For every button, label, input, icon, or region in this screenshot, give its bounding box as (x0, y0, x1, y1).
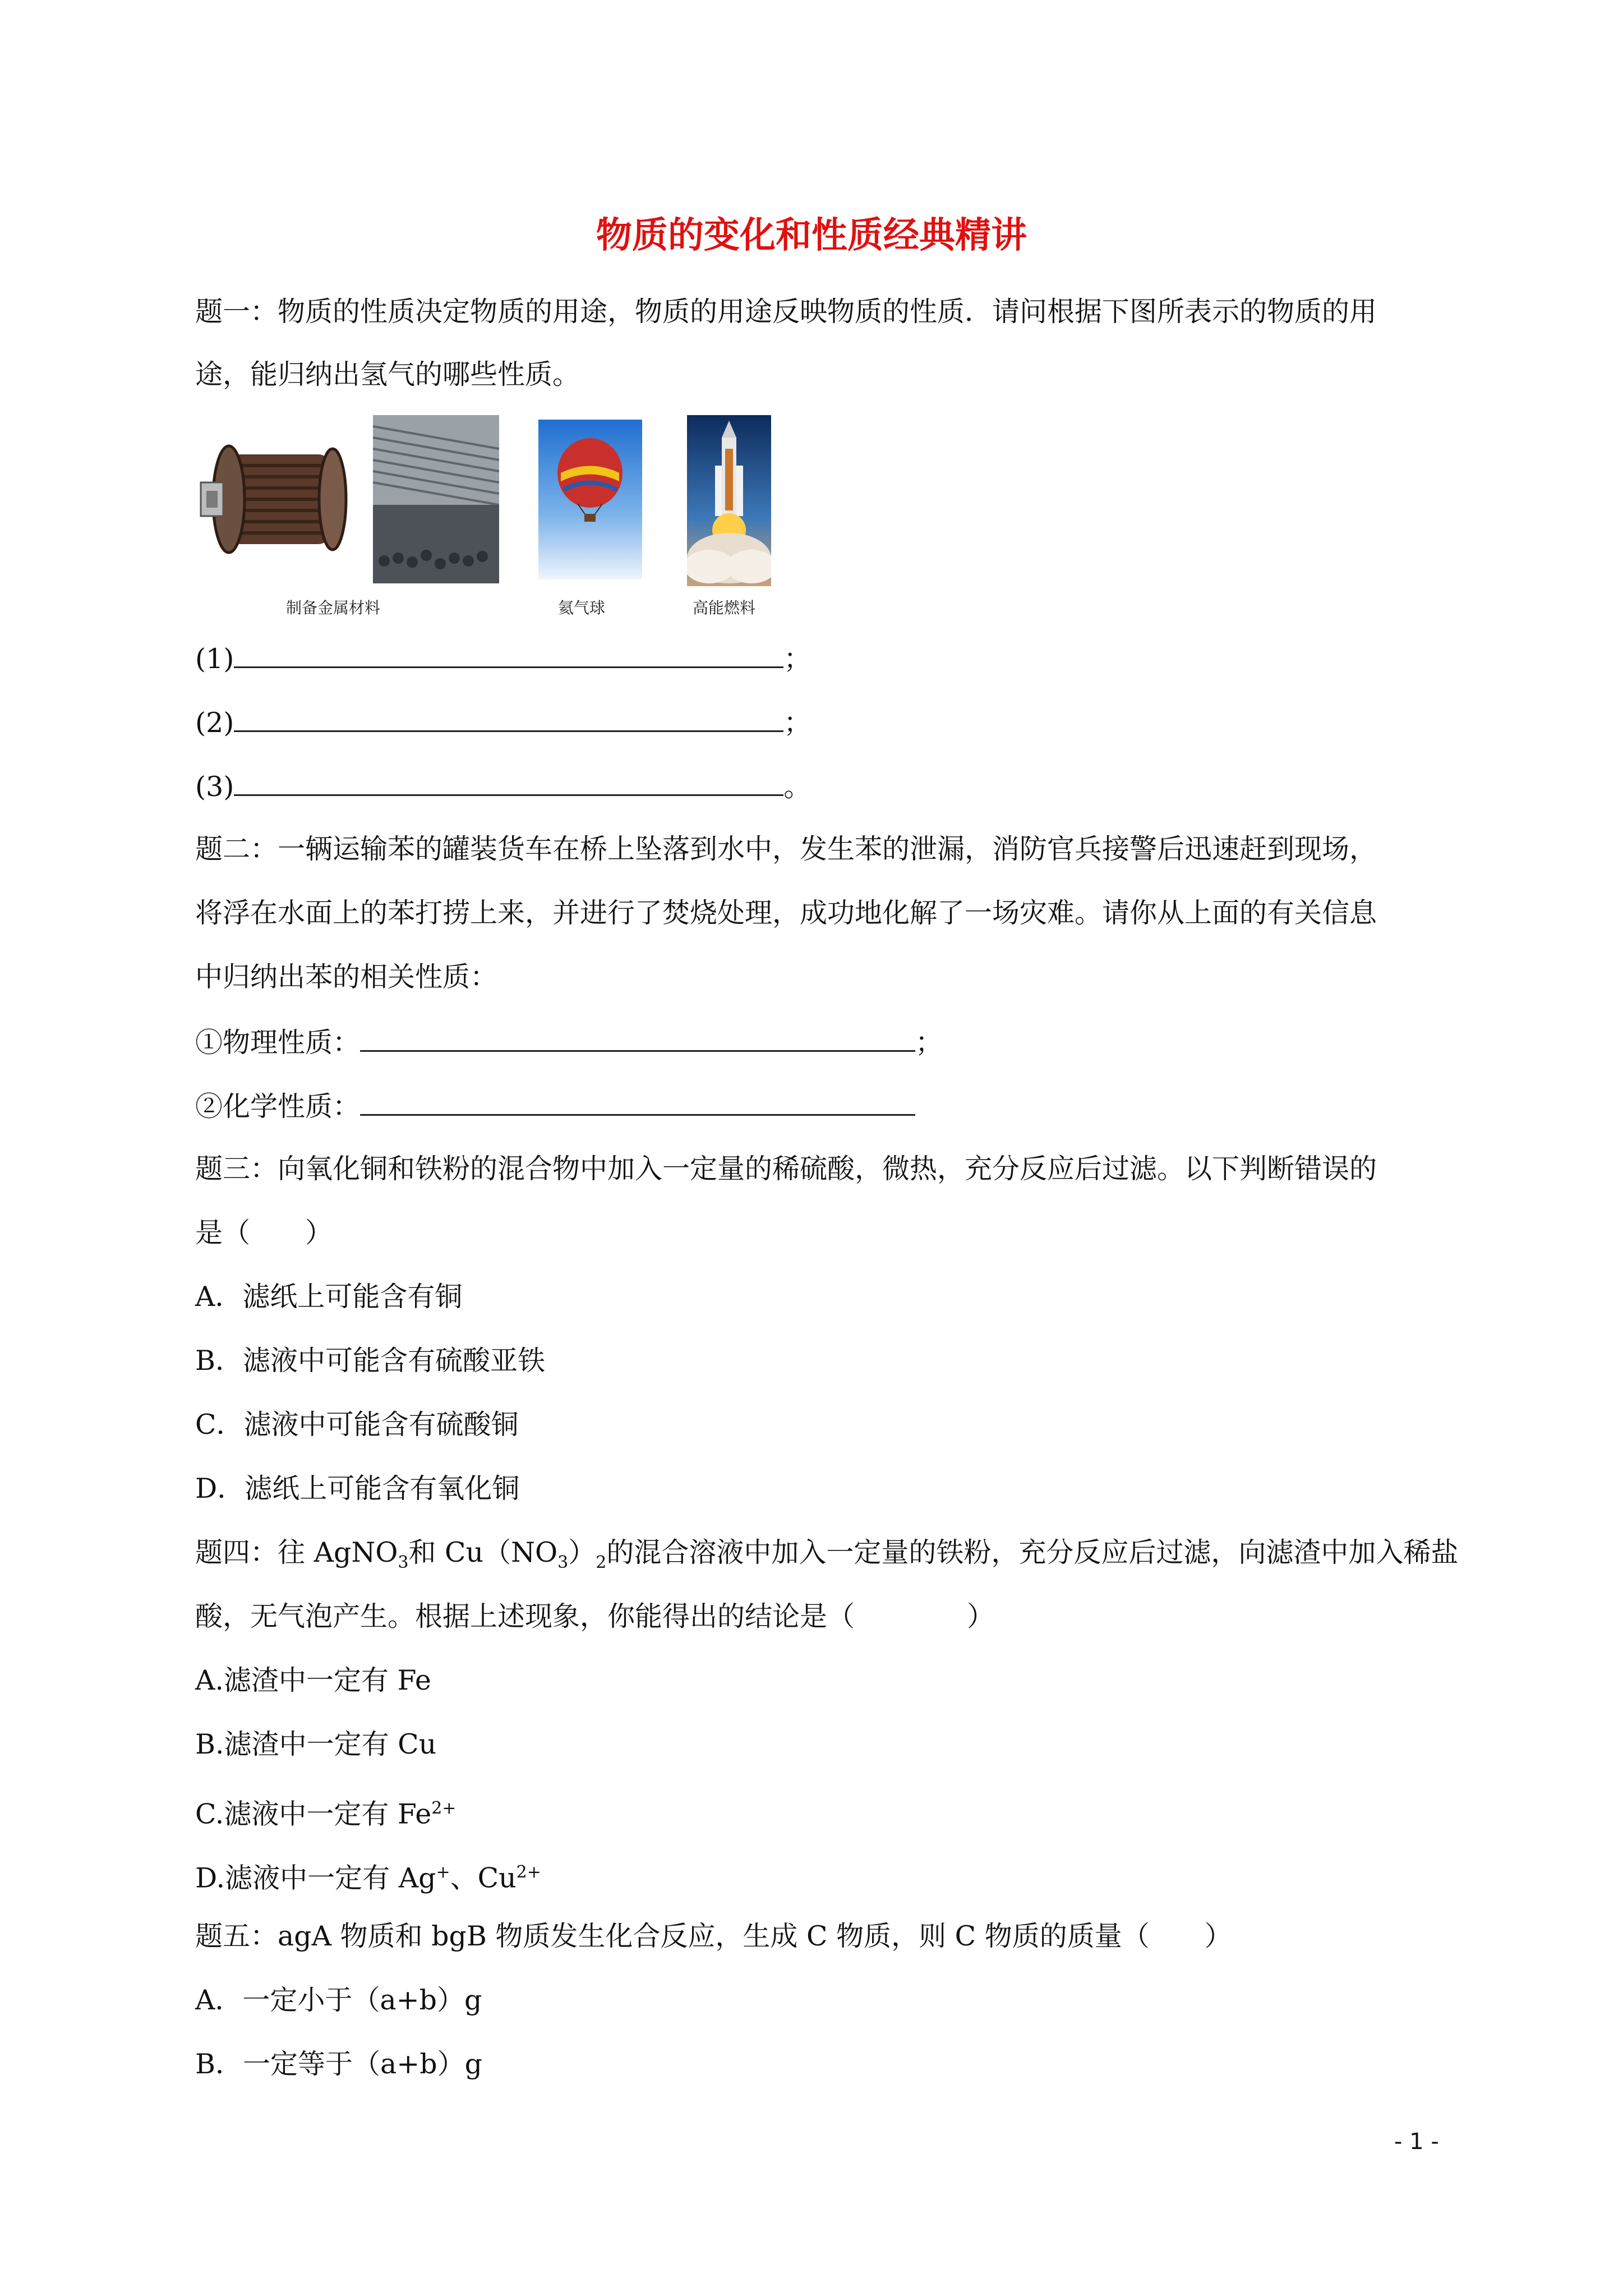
q1-figure (191, 415, 785, 628)
q2-stem-line1: 题二：一辆运输苯的罐装货车在桥上坠落到水中，发生苯的泄漏，消防官兵接警后迅速赶到现场， (195, 833, 1377, 865)
q4-option-b: B.滤渣中一定有 Cu (195, 1728, 437, 1760)
q1-stem-line2: 途，能归纳出氢气的哪些性质。 (195, 358, 580, 390)
caption-helium-balloon: 氦气球 (558, 599, 606, 617)
caption-metal-materials: 制备金属材料 (286, 599, 381, 617)
subscript: 3 (557, 1552, 569, 1572)
option-text: 、Cu (450, 1862, 517, 1894)
answer-blank[interactable] (360, 1088, 915, 1116)
physical-property-label: ①物理性质： (195, 1027, 361, 1059)
q1-blank-3 (195, 769, 811, 804)
superscript: 2+ (516, 1862, 541, 1882)
option-text: D.滤液中一定有 Ag (195, 1862, 436, 1894)
cable-reel-image (195, 438, 358, 561)
q4-option-d (195, 1856, 541, 1895)
q2-stem-line2: 将浮在水面上的苯打捞上来，并进行了焚烧处理，成功地化解了一场灾难。请你从上面的有关信息 (195, 897, 1377, 929)
q2-stem-line3: 中归纳出苯的相关性质： (195, 961, 498, 993)
balloon-image (538, 420, 642, 579)
blank-end: ； (783, 643, 811, 675)
blank-label: (2) (195, 707, 234, 739)
subscript: 2 (596, 1552, 607, 1572)
q3-option-c: C．滤液中可能含有硫酸铜 (195, 1409, 519, 1441)
q3-stem-line1: 题三：向氧化铜和铁粉的混合物中加入一定量的稀硫酸，微热，充分反应后过滤。以下判断错误的 (195, 1153, 1377, 1185)
q4-stem-line2 (195, 1600, 994, 1634)
q3-option-d: D．滤纸上可能含有氧化铜 (195, 1473, 520, 1504)
answer-blank[interactable] (234, 769, 783, 796)
option-text: C.滤液中一定有 Fe (195, 1798, 432, 1830)
q2-chemical-property (195, 1088, 915, 1124)
page-title: 物质的变化和性质经典精讲 (596, 214, 1027, 256)
q1-blank-2 (195, 705, 811, 740)
superscript: 2+ (431, 1798, 457, 1818)
q3-stem-line2: 是（ ） (195, 1217, 333, 1249)
q4-stem-line1 (195, 1536, 1458, 1580)
q4-text: 题四：往 AgNO (195, 1536, 398, 1568)
chemical-property-label: ②化学性质： (195, 1091, 361, 1122)
q3-option-a: A．滤纸上可能含有铜 (195, 1281, 463, 1313)
q5-option-b: B．一定等于（a+b）g (195, 2048, 483, 2080)
answer-blank[interactable] (234, 641, 783, 668)
blank-end: ； (783, 707, 811, 739)
q4-text: ） (568, 1536, 596, 1568)
q5-option-a: A．一定小于（a+b）g (195, 1984, 482, 2016)
blank-end: ； (915, 1027, 943, 1059)
q4-option-a: A.滤渣中一定有 Fe (195, 1664, 431, 1696)
blank-label: (3) (195, 771, 234, 803)
q1-blank-1 (195, 641, 811, 676)
q3-option-b: B．滤液中可能含有硫酸亚铁 (195, 1345, 546, 1377)
q4-text: 酸，无气泡产生。根据上述现象，你能得出的结论是（ (195, 1600, 855, 1632)
answer-blank[interactable] (234, 705, 783, 732)
q5-stem: 题五：agA 物质和 bgB 物质发生化合反应，生成 C 物质，则 C 物质的质量（ ） (195, 1920, 1232, 1952)
page-number: - 1 - (1394, 2129, 1439, 2155)
q2-physical-property (195, 1024, 943, 1060)
blank-label: (1) (195, 643, 234, 675)
q4-text: 和 Cu（NO (408, 1536, 558, 1568)
q4-text: 的混合溶液中加入一定量的铁粉，充分反应后过滤，向滤渣中加入稀盐 (606, 1536, 1459, 1568)
q4-text: ） (967, 1600, 995, 1632)
q1-stem-line1: 题一：物质的性质决定物质的用途，物质的用途反映物质的性质．请问根据下图所表示的物质的用 (195, 296, 1377, 328)
caption-high-energy-fuel: 高能燃料 (693, 599, 756, 617)
rocket-image (687, 415, 771, 586)
q4-option-c (195, 1792, 456, 1831)
subscript: 3 (398, 1552, 409, 1572)
steel-bars-image (373, 415, 499, 583)
blank-end: 。 (783, 771, 811, 803)
superscript: + (436, 1862, 450, 1882)
answer-blank[interactable] (360, 1024, 915, 1052)
